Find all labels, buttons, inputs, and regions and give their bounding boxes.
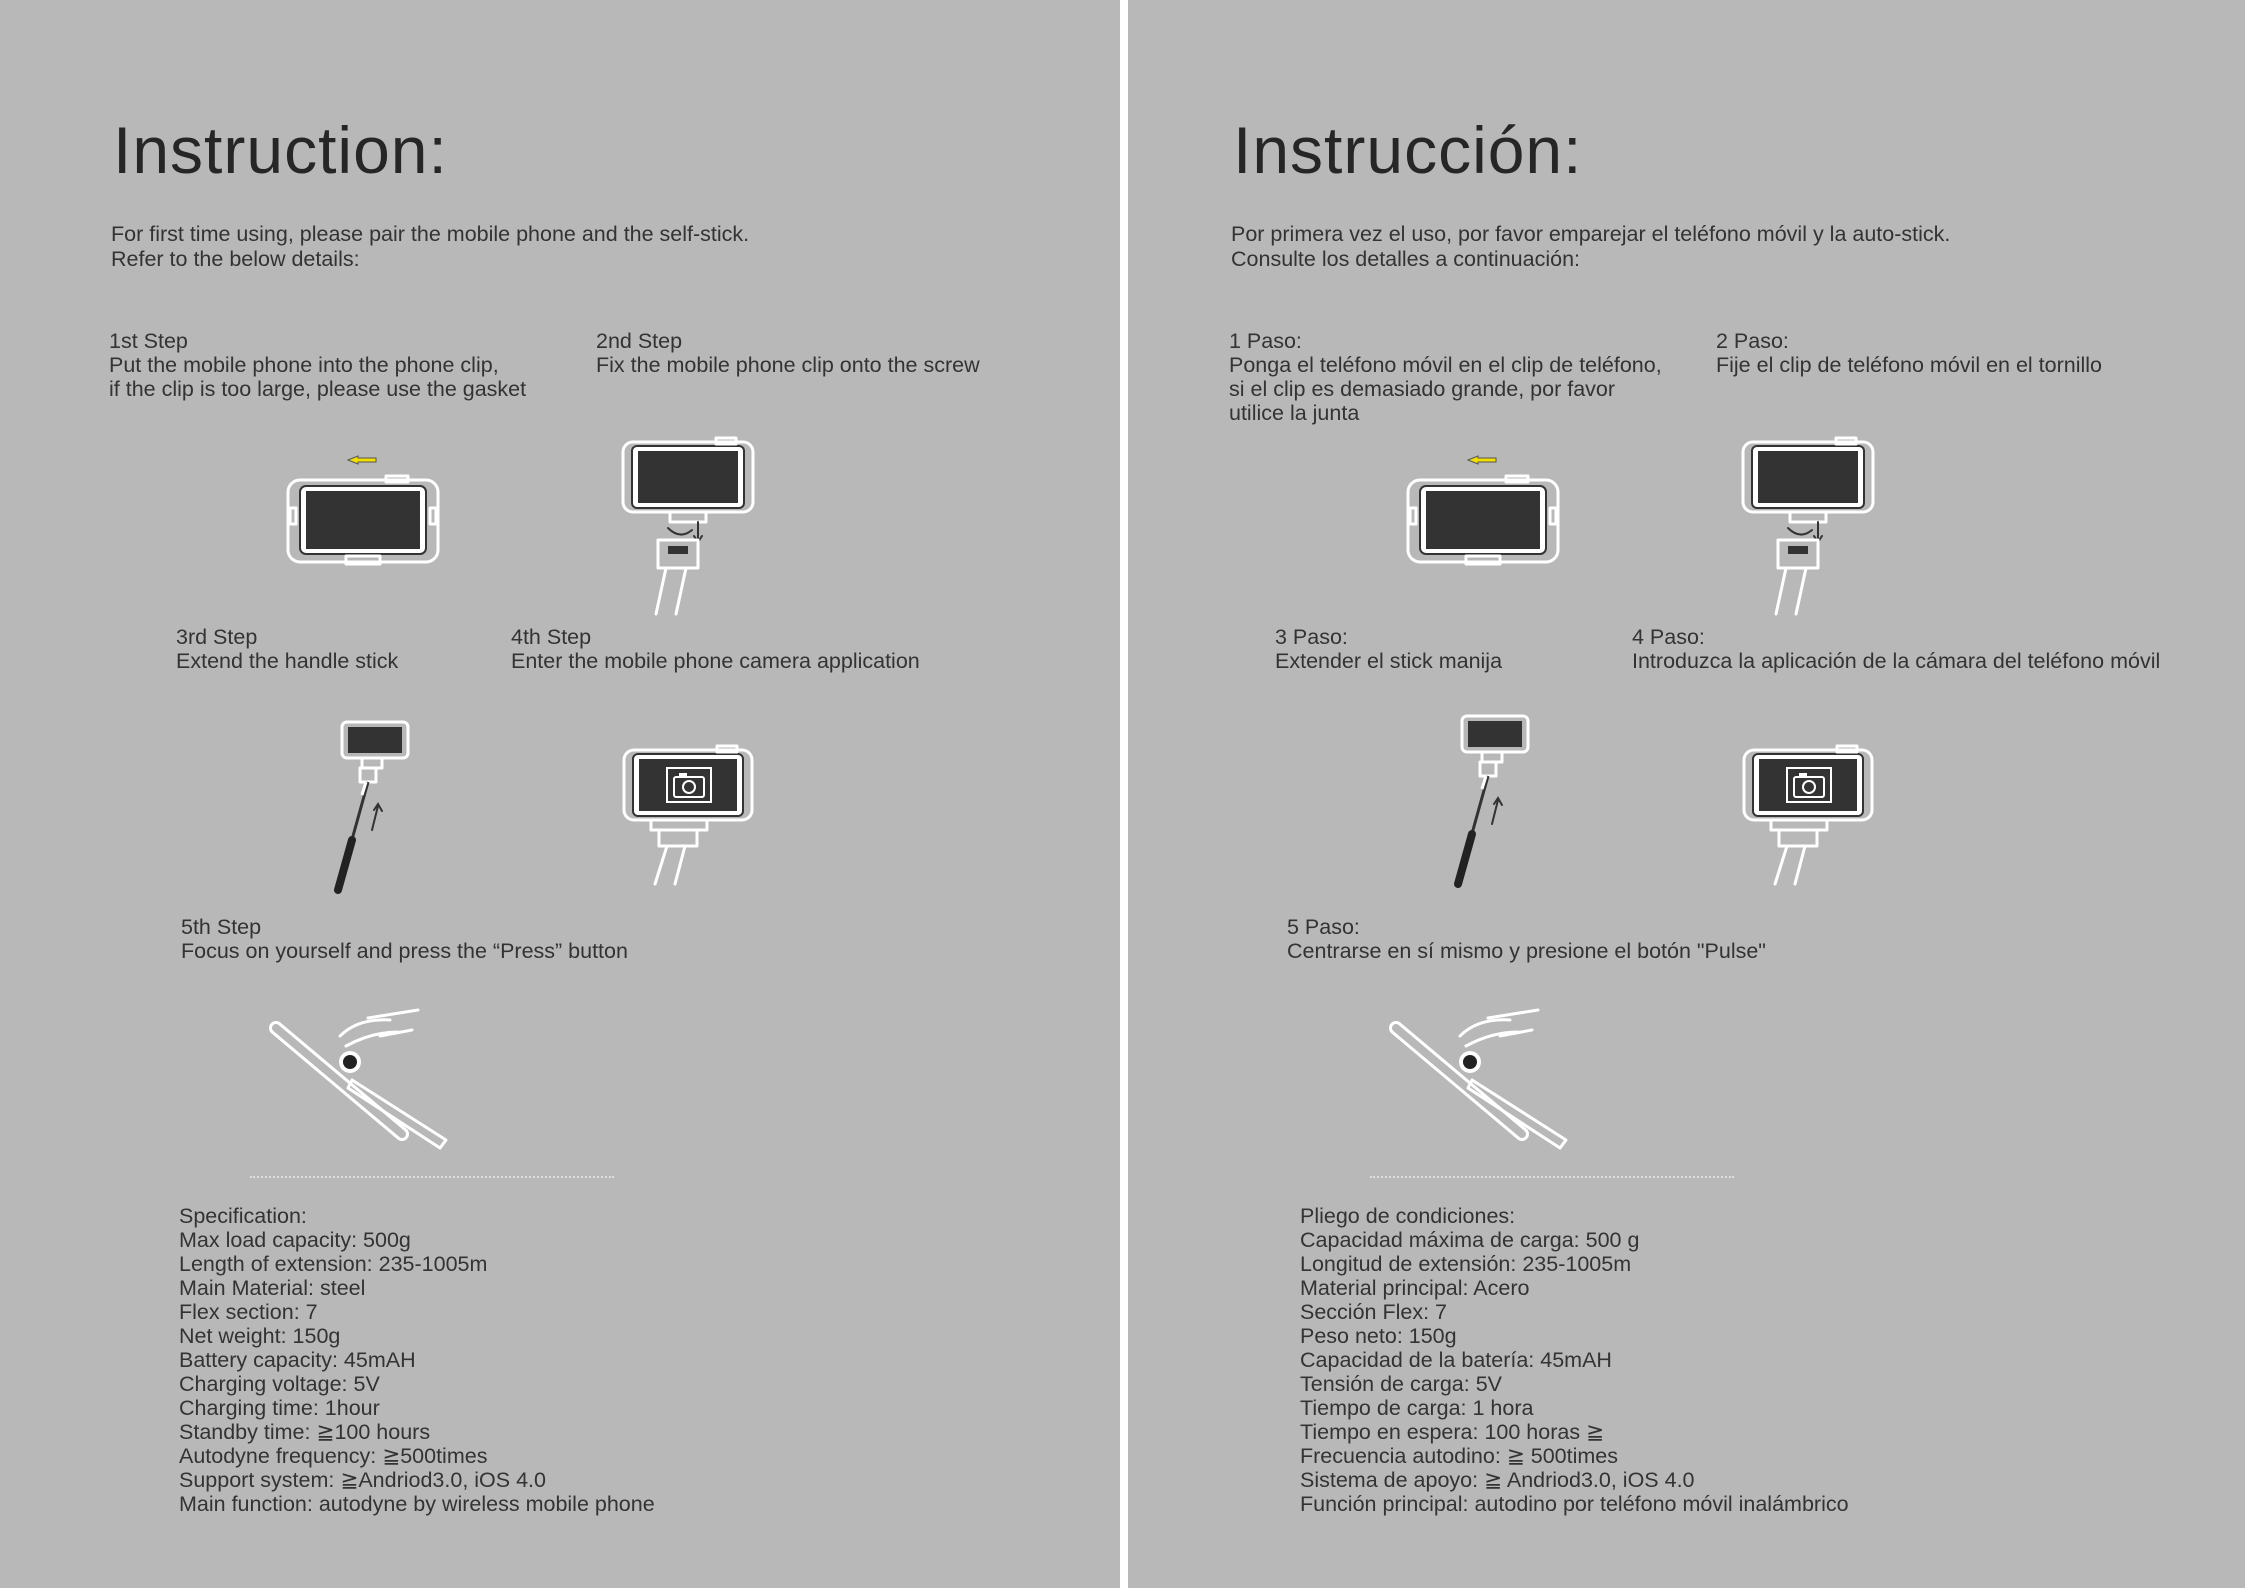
spec-item: Support system: ≧Andriod3.0, iOS 4.0	[179, 1468, 546, 1492]
step-text: Put the mobile phone into the phone clip,	[109, 353, 499, 377]
spec-item: Sección Flex: 7	[1300, 1300, 1447, 1324]
spec-item: Autodyne frequency: ≧500times	[179, 1444, 488, 1468]
step-3	[1275, 625, 1502, 673]
spec-item: Max load capacity: 500g	[179, 1228, 411, 1252]
step-heading: 4 Paso:	[1632, 625, 1705, 649]
intro-line: Consulte los detalles a continuación:	[1231, 247, 1580, 271]
spec-item: Peso neto: 150g	[1300, 1324, 1457, 1348]
camera-app-illustration	[621, 744, 756, 884]
specification-list	[1300, 1204, 1849, 1516]
extended-stick-illustration	[312, 720, 422, 895]
spec-heading: Specification:	[179, 1204, 307, 1228]
step-heading: 5 Paso:	[1287, 915, 1360, 939]
step-heading: 1 Paso:	[1229, 329, 1302, 353]
clip-onto-screw-illustration	[1740, 436, 1880, 616]
step-text: Introduzca la aplicación de la cámara del teléfono móvil	[1632, 649, 2161, 673]
step-5	[1287, 915, 1766, 963]
page-title: Instruction:	[113, 113, 448, 187]
page-title: Instrucción:	[1233, 113, 1583, 187]
step-1	[1229, 329, 1662, 425]
intro-line: For first time using, please pair the mobile phone and the self-stick.	[111, 222, 750, 246]
section-divider	[1370, 1176, 1734, 1178]
step-text: Fije el clip de teléfono móvil en el tornillo	[1716, 353, 2103, 377]
section-divider	[250, 1176, 614, 1178]
spec-item: Material principal: Acero	[1300, 1276, 1530, 1300]
spec-item: Longitud de extensión: 235-1005m	[1300, 1252, 1632, 1276]
spec-item: Frecuencia autodino: ≧ 500times	[1300, 1444, 1618, 1468]
step-4	[1632, 625, 2160, 673]
spec-item: Battery capacity: 45mAH	[179, 1348, 416, 1372]
spec-item: Capacidad máxima de carga: 500 g	[1300, 1228, 1640, 1252]
clip-onto-screw-illustration	[620, 436, 760, 616]
step-text: si el clip es demasiado grande, por favor	[1229, 377, 1616, 401]
step-4	[511, 625, 920, 673]
step-2	[596, 329, 980, 377]
intro-line: Por primera vez el uso, por favor emparejar el teléfono móvil y la auto-stick.	[1231, 222, 1951, 246]
step-heading: 1st Step	[109, 329, 188, 353]
intro-text	[1231, 222, 1950, 272]
page-spanish	[1128, 0, 2245, 1588]
spec-item: Tiempo en espera: 100 horas ≧	[1300, 1420, 1605, 1444]
step-1	[109, 329, 526, 401]
spec-item: Charging voltage: 5V	[179, 1372, 380, 1396]
page-english	[0, 0, 1120, 1588]
step-text: if the clip is too large, please use the gasket	[109, 377, 527, 401]
spec-item: Tensión de carga: 5V	[1300, 1372, 1502, 1396]
step-text: Fix the mobile phone clip onto the screw	[596, 353, 980, 377]
step-text: Focus on yourself and press the “Press” button	[181, 939, 628, 963]
step-text: Enter the mobile phone camera application	[511, 649, 920, 673]
spec-item: Función principal: autodino por teléfono móvil inalámbrico	[1300, 1492, 1849, 1516]
step-3	[176, 625, 398, 673]
spec-item: Net weight: 150g	[179, 1324, 341, 1348]
spec-item: Main function: autodyne by wireless mobile phone	[179, 1492, 655, 1516]
spec-item: Sistema de apoyo: ≧ Andriod3.0, iOS 4.0	[1300, 1468, 1695, 1492]
spec-item: Tiempo de carga: 1 hora	[1300, 1396, 1534, 1420]
phone-in-clip-illustration	[1406, 450, 1561, 565]
intro-line: Refer to the below details:	[111, 247, 360, 271]
spec-item: Capacidad de la batería: 45mAH	[1300, 1348, 1612, 1372]
step-heading: 5th Step	[181, 915, 262, 939]
press-button-illustration	[1392, 1006, 1577, 1146]
press-button-illustration	[272, 1006, 457, 1146]
step-heading: 3rd Step	[176, 625, 258, 649]
spec-item: Charging time: 1hour	[179, 1396, 380, 1420]
camera-app-illustration	[1741, 744, 1876, 884]
step-heading: 3 Paso:	[1275, 625, 1348, 649]
spec-heading: Pliego de condiciones:	[1300, 1204, 1516, 1228]
step-text: Centrarse en sí mismo y presione el botón "Pulse"	[1287, 939, 1766, 963]
step-heading: 4th Step	[511, 625, 592, 649]
step-heading: 2nd Step	[596, 329, 683, 353]
step-text: Extend the handle stick	[176, 649, 399, 673]
step-5	[181, 915, 628, 963]
spec-item: Flex section: 7	[179, 1300, 318, 1324]
step-text: Ponga el teléfono móvil en el clip de teléfono,	[1229, 353, 1662, 377]
step-text: Extender el stick manija	[1275, 649, 1503, 673]
spec-item: Main Material: steel	[179, 1276, 366, 1300]
phone-in-clip-illustration	[286, 450, 441, 565]
spec-item: Length of extension: 235-1005m	[179, 1252, 488, 1276]
step-2	[1716, 329, 2102, 377]
spec-item: Standby time: ≧100 hours	[179, 1420, 431, 1444]
step-text: utilice la junta	[1229, 401, 1360, 425]
step-heading: 2 Paso:	[1716, 329, 1789, 353]
intro-text	[111, 222, 749, 272]
specification-list	[179, 1204, 655, 1516]
extended-stick-illustration	[1432, 714, 1542, 889]
